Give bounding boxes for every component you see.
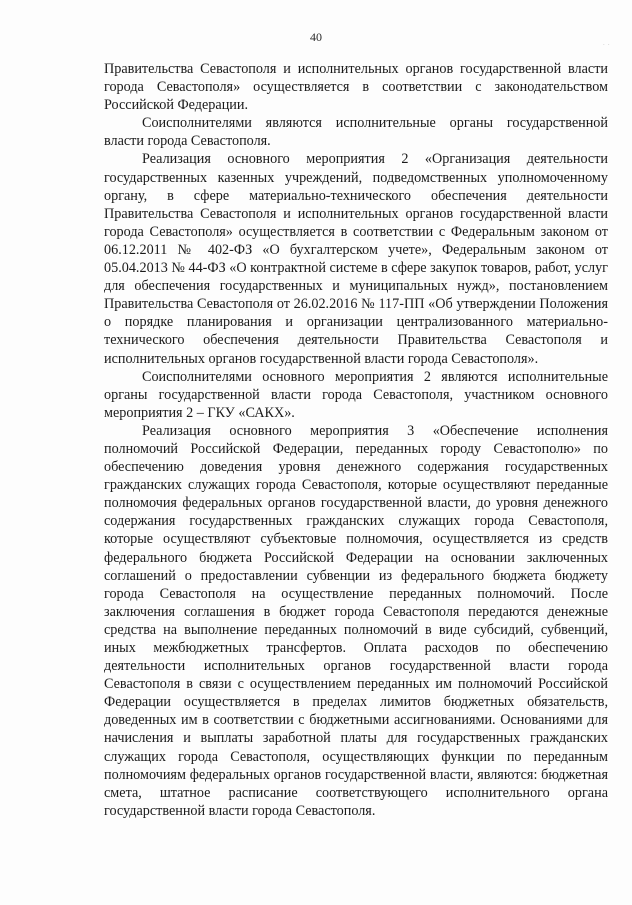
page-number: 40 — [310, 30, 322, 44]
paragraph-2: Соисполнителями являются исполнительные органы государственной власти города Севастополя. — [104, 115, 608, 150]
paragraph-4: Соисполнителями основного мероприятия 2 являются исполнительные органы государственной власти города Севастополя, участником основного мероприятия 2 – ГКУ «САКХ». — [104, 368, 608, 421]
paragraph-3: Реализация основного мероприятия 2 «Организация деятельности государственных казенных учреждений, подведомственных уполномоченному органу, в сфере материально-технического обеспечения деятельности Правительства Севастополя и исполнительных органов государственной власти города Севастополя» осуществляется в соответствии с Федеральным законом от 06.12.2011 № 402-ФЗ «О бухгалтерском учете», Федеральным законом от 05.04.2013 № 44-ФЗ «О контрактной системе в сфере закупок товаров, работ, услуг для обеспечения государственных и муниципальных нужд», постановлением Правительства Севастополя от 26.02.2016 № 117-ПП «Об утверждении Положения о порядке планирования и организации централизованного материально-технического обеспечения деятельности Правительства Севастополя и исполнительных органов государственной власти города Севастополя». — [104, 151, 608, 367]
document-body — [104, 60, 608, 820]
paragraph-1: Правительства Севастополя и исполнительных органов государственной власти города Севастополя» осуществляется в соответствии с законодательством Российской Федерации. — [104, 61, 608, 114]
paragraph-5: Реализация основного мероприятия 3 «Обеспечение исполнения полномочий Российской Федерации, переданных городу Севастополю» по обеспечению доведения уровня денежного содержания государственных гражданских служащих города Севастополя, которые осуществляют переданные полномочия федеральных органов государственной власти, до уровня денежного содержания государственных гражданских служащих города Севастополя, которые осуществляют субъектовые полномочия, осуществляется из средств федерального бюджета Российской Федерации на основании заключенных соглашений о предоставлении субвенции из федерального бюджета бюджету города Севастополя на осуществление переданных полномочий. После заключения соглашения в бюджет города Севастополя передаются денежные средства на выполнение переданных полномочий в виде субсидий, субвенций, иных межбюджетных трансфертов. Оплата расходов по обеспечению деятельности исполнительных органов государственной власти города Севастополя в связи с осуществлением переданных им полномочий Российской Федерации осуществляется в пределах лимитов бюджетных обязательств, доведенных им в соответствии с бюджетными ассигнованиями. Основаниями для начисления и выплаты заработной платы для государственных гражданских служащих города Севастополя, осуществляющих функции по переданным полномочиям федеральных органов государственной власти, являются: бюджетная смета, штатное расписание соответствующего исполнительного органа государственной власти города Севастополя. — [104, 422, 608, 819]
scan-artifact: · · — [602, 40, 610, 49]
